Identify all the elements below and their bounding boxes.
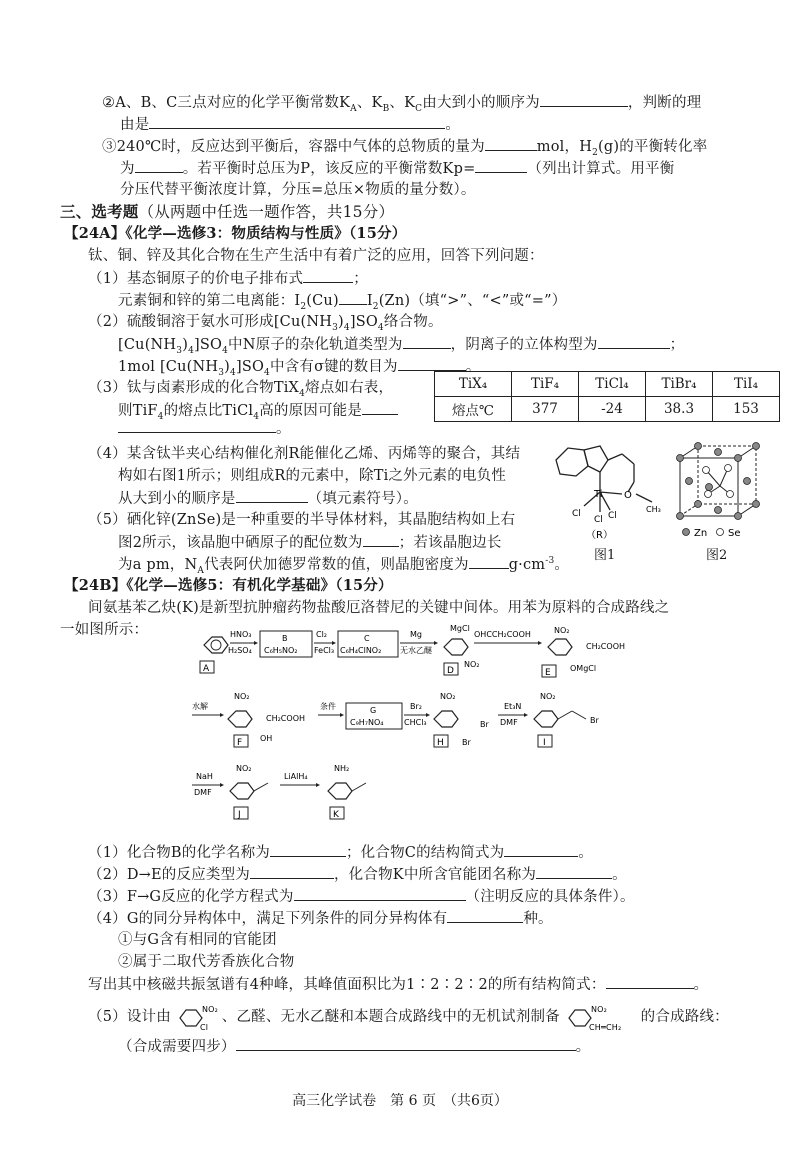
- q24a-4b: 构如右图1所示；则组成R的元素中，除Ti之外元素的电负性: [118, 468, 507, 484]
- q24b-intro: 间氨基苯乙炔(K)是新型抗肿瘤药物盐酸厄洛替尼的关键中间体。用苯为原料的合成路线之: [88, 600, 670, 616]
- label-e: E: [545, 668, 551, 678]
- br: Br: [480, 720, 489, 729]
- text: ；: [353, 271, 368, 287]
- no2: NO₂: [554, 626, 570, 635]
- table-cell: 153: [713, 397, 780, 422]
- answer-blank[interactable]: [362, 400, 398, 415]
- melting-point-table: [434, 371, 780, 422]
- text: 高的原因可能是: [259, 403, 363, 419]
- text: （2）硫酸铜溶于氨水可形成[Cu(NH: [88, 314, 333, 330]
- text: （2）D→E的反应类型为: [88, 867, 250, 883]
- label-h: H: [437, 738, 444, 748]
- reagent: Cl₂: [316, 630, 328, 639]
- reagent: HNO₃: [230, 630, 252, 639]
- text: 中含有σ键的数目为: [269, 359, 398, 375]
- text: 。: [575, 1039, 591, 1055]
- text: 1mol [Cu(NH: [118, 359, 219, 375]
- ch2cooh: CH₂COOH: [586, 642, 626, 651]
- text: 。: [445, 117, 461, 133]
- nitrostyrene-structure: [565, 1002, 641, 1032]
- no2: NO₂: [590, 1005, 607, 1014]
- answer-blank[interactable]: [135, 158, 183, 173]
- q24b-3: [88, 886, 635, 907]
- sub: 2: [372, 301, 379, 312]
- text: 。: [465, 359, 481, 375]
- q24a-1: [88, 268, 368, 289]
- ring-h: [434, 711, 458, 727]
- text: 从大到小的顺序是: [118, 491, 236, 507]
- table-row: [435, 397, 780, 422]
- text: ③240℃时，反应达到平衡后，容器中气体的总物质的量为: [102, 139, 485, 155]
- sub: 2: [300, 301, 307, 312]
- answer-blank[interactable]: [303, 268, 353, 283]
- cl-label: Cl: [594, 515, 603, 525]
- text: 代表阿伏加德罗常数的值，则晶胞密度为: [204, 557, 469, 573]
- text: 分压代替平衡浓度计算，分压=总压×物质的量分数）。: [120, 182, 476, 198]
- q24a-5b: [118, 532, 502, 553]
- no2: NO₂: [440, 692, 456, 701]
- text: （列出计算式。用平衡: [527, 161, 675, 177]
- q24a-5: （5）硒化锌(ZnSe)是一种重要的半导体材料，其晶胞结构如上右: [88, 512, 516, 528]
- answer-blank[interactable]: [536, 864, 612, 879]
- text: mol，H: [536, 139, 593, 155]
- q24b-4: [88, 908, 553, 929]
- o-label: O: [624, 490, 632, 501]
- figure-1-caption: 图1: [594, 548, 616, 563]
- cl-label: Cl: [572, 509, 581, 519]
- table-cell: TiBr₄: [646, 372, 713, 397]
- ch3-label: CH₃: [646, 505, 661, 514]
- text: 由大到小的顺序为: [422, 95, 540, 111]
- answer-blank[interactable]: [469, 554, 509, 569]
- sub: C: [415, 103, 423, 114]
- q24a-3c: [118, 418, 291, 439]
- answer-blank[interactable]: [447, 908, 523, 923]
- reagent: 水解: [192, 702, 208, 711]
- sub: 4: [253, 411, 260, 422]
- text: (g)的平衡转化率: [598, 139, 708, 155]
- legend-se: Se: [728, 528, 741, 539]
- text: 。: [276, 421, 291, 437]
- reagent: H₂SO₄: [228, 646, 252, 655]
- chloronitrobenzene-structure: [176, 1002, 222, 1032]
- figure-2-unit-cell: [672, 440, 776, 540]
- q24a-title: 【24A】《化学—选修3：物质结构与性质》（15分）: [64, 225, 407, 242]
- text: （3）F→G反应的化学方程式为: [88, 889, 294, 905]
- q24a-2c: [118, 356, 480, 377]
- label-j: J: [238, 810, 241, 820]
- page-footer: 高三化学试卷 第 6 页 （共6页）: [292, 1093, 508, 1109]
- label-d: D: [447, 666, 454, 676]
- text: ；若该晶胞边长: [398, 535, 502, 551]
- sub: A: [350, 103, 357, 114]
- text: 、K: [356, 95, 383, 111]
- table-row: [435, 372, 780, 397]
- text: 。: [612, 867, 627, 883]
- q24a-intro: 钛、铜、锌及其化合物在生产生活中有着广泛的应用，回答下列问题：: [88, 248, 544, 264]
- text: 的合成路线：: [640, 1009, 729, 1025]
- fig1-label: （R）: [586, 530, 613, 541]
- text: 写出其中核磁共振氢谱有4种峰，其峰值面积比为1∶2∶2∶2的所有结构简式：: [88, 977, 606, 993]
- answer-blank[interactable]: [363, 532, 399, 547]
- answer-blank[interactable]: [250, 864, 334, 879]
- text: 种。: [523, 911, 553, 927]
- ring-i: [534, 711, 558, 727]
- label-c: C: [364, 634, 370, 643]
- sub: 4: [299, 388, 305, 399]
- text: ；化合物C的结构简式为: [345, 845, 505, 861]
- answer-blank[interactable]: [236, 1036, 576, 1051]
- text: ]SO: [349, 314, 378, 330]
- table-cell: TiI₄: [713, 372, 780, 397]
- text: （1）化合物B的化学名称为: [88, 845, 270, 861]
- text: ，化合物K中所含官能团名称为: [333, 867, 537, 883]
- text: （4）G的同分异构体中，满足下列条件的同分异构体有: [88, 911, 448, 927]
- no2: NO₂: [464, 660, 480, 669]
- label-b: B: [282, 634, 288, 643]
- ring-k: [328, 783, 352, 799]
- oh: OH: [260, 734, 273, 743]
- sup: -3: [545, 556, 555, 567]
- answer-blank[interactable]: [598, 334, 670, 349]
- answer-blank[interactable]: [236, 488, 308, 503]
- reagent: 条件: [320, 702, 336, 711]
- cyclopentadienyl-ring: [584, 446, 608, 472]
- text: （5）设计由: [88, 1009, 171, 1025]
- mgcl: MgCl: [450, 624, 470, 633]
- line-q3-cont2: [120, 180, 476, 200]
- reagent: NaH: [196, 772, 213, 781]
- reagent: Et₃N: [504, 702, 522, 711]
- answer-blank[interactable]: [398, 356, 466, 371]
- text: 中N原子的杂化轨道类型为: [228, 337, 403, 353]
- sub: 4: [264, 367, 270, 378]
- answer-blank[interactable]: [403, 334, 451, 349]
- table-cell: -24: [579, 397, 646, 422]
- text: 、乙醛、无水乙醚和本题合成路线中的无机试剂制备: [221, 1009, 560, 1025]
- synthesis-route: [190, 623, 650, 831]
- table-cell: 38.3: [646, 397, 713, 422]
- table-cell: TiCl₄: [579, 372, 646, 397]
- ring-d: [444, 639, 468, 655]
- sub: 4: [188, 345, 195, 356]
- reagent: FeCl₃: [314, 646, 335, 655]
- answer-blank[interactable]: [339, 290, 367, 305]
- text: ]SO: [235, 359, 265, 375]
- text: I: [366, 293, 373, 309]
- section-title: [60, 202, 394, 222]
- q24b-intro-2: 一如图所示：: [60, 622, 149, 638]
- text: ②A、B、C三点对应的化学平衡常数K: [102, 95, 351, 111]
- answer-blank[interactable]: [270, 842, 346, 857]
- q24b-4-nmr: [88, 974, 708, 995]
- q24a-2: [88, 312, 443, 332]
- br: Br: [462, 738, 471, 747]
- text: (Cu): [306, 293, 339, 309]
- sub: 3: [332, 322, 339, 333]
- answer-blank[interactable]: [118, 418, 276, 433]
- label-f: F: [237, 738, 243, 748]
- answer-blank[interactable]: [606, 974, 694, 989]
- reagent: Br₂: [410, 702, 422, 711]
- text: g·cm: [508, 557, 546, 573]
- text: ；: [669, 337, 685, 353]
- sub: 4: [343, 322, 350, 333]
- text: 络合物。: [383, 314, 443, 330]
- br: Br: [590, 716, 599, 725]
- table-cell: 377: [512, 397, 579, 422]
- text: ，阴离子的立体构型为: [450, 337, 598, 353]
- figure-1-structure: [548, 440, 676, 558]
- label-i: I: [543, 738, 546, 748]
- text: （填元素符号）。: [307, 491, 418, 507]
- text: （1）基态铜原子的价电子排布式: [88, 271, 304, 287]
- line-q3-cont: [120, 158, 674, 179]
- sub: 3: [176, 345, 183, 356]
- ch2cooh: CH₂COOH: [266, 714, 306, 723]
- text: （从两题中任选一题作答，共15分）: [138, 203, 395, 221]
- sub: 3: [218, 367, 225, 378]
- nh2: NH₂: [334, 764, 350, 773]
- benzene-ring: [204, 637, 228, 653]
- answer-blank[interactable]: [485, 136, 537, 151]
- answer-blank[interactable]: [294, 886, 466, 901]
- ring-e: [548, 639, 572, 655]
- formula-b: C₆H₅NO₂: [264, 646, 298, 655]
- q24b-4-cond2: ②属于二取代芳香族化合物: [118, 954, 295, 970]
- no2: NO₂: [540, 692, 556, 701]
- text: 的熔点比TiCl: [163, 403, 254, 419]
- text: 。: [693, 977, 709, 993]
- reagent: LiAlH₄: [284, 772, 308, 781]
- text: (Zn)（填“>”、“<”或“=”）: [378, 293, 567, 309]
- table-cell: TiX₄: [435, 372, 512, 397]
- text: ): [338, 314, 344, 330]
- text: ): [182, 337, 189, 353]
- reagent: DMF: [500, 718, 518, 727]
- q24b-5: [88, 1002, 729, 1032]
- sub: 4: [377, 322, 384, 333]
- q24b-1: [88, 842, 593, 863]
- ring-f: [228, 711, 252, 727]
- benzene-ring: [556, 448, 588, 476]
- no2: NO₂: [201, 1005, 218, 1014]
- text: （注明反应的具体条件）。: [465, 889, 635, 905]
- q24a-4: （4）某含钛半夹心结构催化剂R能催化乙烯、丙烯等的聚合，其结: [88, 446, 521, 462]
- sub: 4: [230, 367, 236, 378]
- omgcl: OMgCl: [570, 664, 597, 673]
- sub: B: [382, 103, 390, 114]
- text: ): [224, 359, 231, 375]
- q24b-title: 【24B】《化学—选修5：有机化学基础》（15分）: [64, 577, 393, 594]
- text: 熔点如右表，: [305, 380, 394, 396]
- table-cell: 熔点℃: [435, 397, 512, 422]
- q24b-4-cond1: ①与G含有相同的官能团: [118, 932, 277, 948]
- text: 、K: [389, 95, 416, 111]
- figure-2-caption: 图2: [706, 548, 728, 563]
- q24a-5c: [118, 554, 569, 575]
- line-q3: [102, 136, 707, 157]
- answer-blank[interactable]: [540, 92, 628, 107]
- q24a-3: [88, 378, 393, 398]
- answer-blank[interactable]: [475, 158, 527, 173]
- no2: NO₂: [236, 764, 252, 773]
- sub: 4: [222, 345, 229, 356]
- formula-g: C₉H₇NO₄: [350, 718, 384, 727]
- answer-blank[interactable]: [504, 842, 578, 857]
- text: （3）钛与卤素形成的化合物TiX: [88, 380, 300, 396]
- label-k: K: [333, 810, 339, 820]
- cl: Cl: [199, 1023, 208, 1032]
- sub: 4: [157, 411, 164, 422]
- formula-c: C₆H₄ClNO₂: [340, 646, 382, 655]
- text: （合成需要四步）: [118, 1039, 236, 1055]
- text: ]SO: [194, 337, 223, 353]
- legend-zn: Zn: [694, 528, 708, 539]
- text: 。若平衡时总压为P，该反应的平衡常数Kp=: [182, 161, 476, 177]
- ring-j: [230, 783, 254, 799]
- text: [Cu(NH: [118, 337, 177, 353]
- text: 。: [578, 845, 593, 861]
- text: 元素铜和锌的第二电离能：I: [118, 293, 301, 309]
- line-q2-cont: [120, 114, 460, 135]
- table-cell: TiF₄: [512, 372, 579, 397]
- q24b-2: [88, 864, 627, 885]
- answer-blank[interactable]: [149, 114, 445, 129]
- text: 为a pm，N: [118, 557, 198, 573]
- text: 为: [120, 161, 135, 177]
- text: 。: [554, 557, 570, 573]
- text: 由是: [120, 117, 150, 133]
- no2: NO₂: [234, 692, 250, 701]
- text: 图2所示，该晶胞中硒原子的配位数为: [118, 535, 363, 551]
- label-a: A: [203, 664, 210, 674]
- vinyl: CH═CH₂: [588, 1023, 622, 1032]
- label-g: G: [370, 706, 377, 715]
- q24a-2b: [118, 334, 684, 355]
- sub: 2: [592, 147, 598, 158]
- reagent: 无水乙醚: [400, 646, 432, 655]
- line-q2: [102, 92, 701, 113]
- q24b-5b: [118, 1036, 590, 1057]
- cl-label: Cl: [608, 511, 617, 521]
- q24a-1b: [118, 290, 566, 311]
- sub: A: [197, 565, 205, 576]
- text: ，判断的理: [627, 95, 702, 111]
- q24a-4c: [118, 488, 418, 509]
- reagent: Mg: [410, 630, 422, 639]
- text: 则TiF: [118, 403, 158, 419]
- text: 三、选考题: [60, 202, 139, 221]
- reagent: OHCCH₂COOH: [474, 630, 531, 639]
- reagent: CHCl₃: [404, 718, 427, 727]
- reagent: DMF: [194, 788, 212, 797]
- ti-label: Ti: [594, 489, 603, 500]
